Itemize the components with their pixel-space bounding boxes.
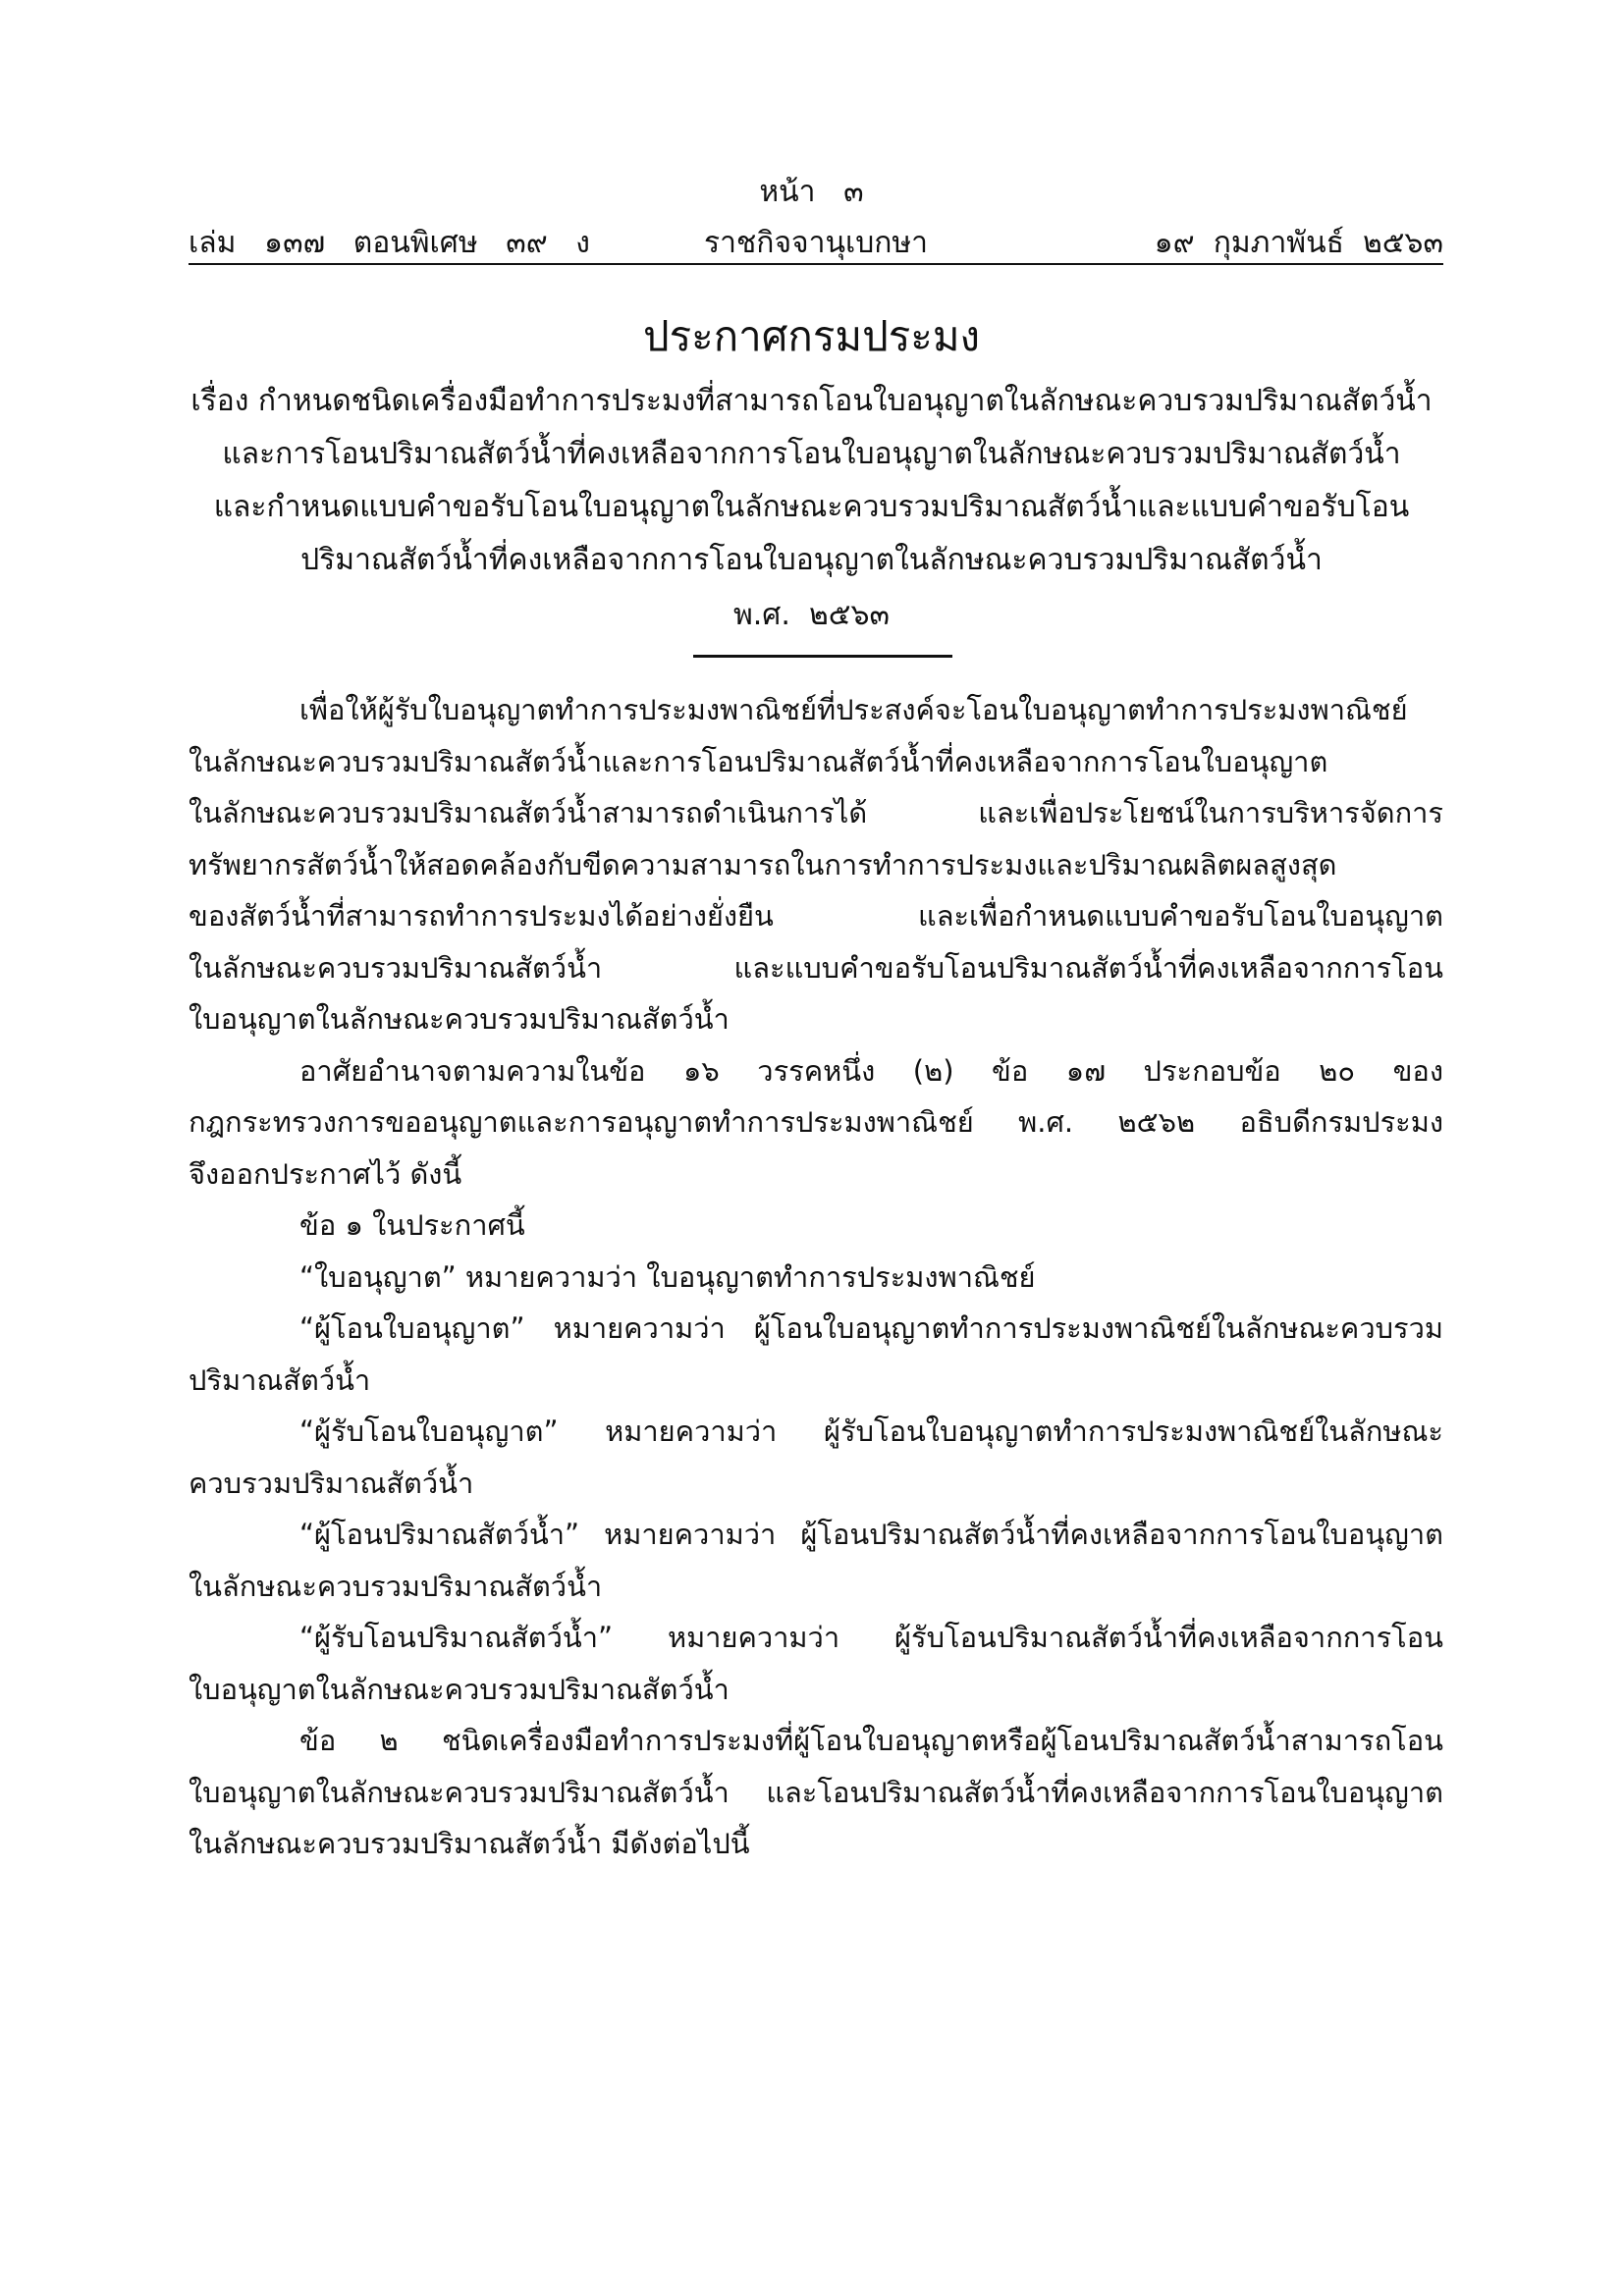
body-line: ทรัพยากรสัตว์น้ำให้สอดคล้องกับขีดความสามารถในการทำการประมงและปริมาณผลิตผลสูงสุด <box>189 847 1337 881</box>
header-divider <box>189 263 1443 265</box>
definition-line: “ใบอนุญาต” หมายความว่า ใบอนุญาตทำการประมงพาณิชย์ <box>299 1259 1036 1294</box>
title-divider <box>693 655 952 658</box>
subject-line: และกำหนดแบบคำขอรับโอนใบอนุญาตในลักษณะควบรวมปริมาณสัตว์น้ำและแบบคำขอรับโอน <box>213 490 1410 524</box>
body-line: ในลักษณะควบรวมปริมาณสัตว์น้ำและการโอนปริมาณสัตว์น้ำที่คงเหลือจากการโอนใบอนุญาต <box>189 744 1328 778</box>
announcement-subject <box>177 375 1446 587</box>
gazette-name: ราชกิจจานุเบกษา <box>703 226 929 260</box>
body-line: ของสัตว์น้ำที่สามารถทำการประมงได้อย่างยั่งยืน และเพื่อกำหนดแบบคำขอรับโอนใบอนุญาต <box>189 899 1443 933</box>
publication-date: ๑๙ กุมภาพันธ์ ๒๕๖๓ <box>1154 226 1443 260</box>
definition-line: “ผู้รับโอนปริมาณสัตว์น้ำ” หมายความว่า ผู้รับโอนปริมาณสัตว์น้ำที่คงเหลือจากการโอน <box>299 1621 1443 1654</box>
announcement-body <box>189 684 1443 1870</box>
definition-line: “ผู้โอนปริมาณสัตว์น้ำ” หมายความว่า ผู้โอนปริมาณสัตว์น้ำที่คงเหลือจากการโอนใบอนุญาต <box>299 1518 1443 1551</box>
definition-line: “ผู้รับโอนใบอนุญาต” หมายความว่า ผู้รับโอนใบอนุญาตทำการประมงพาณิชย์ในลักษณะ <box>299 1415 1443 1448</box>
page-number: หน้า ๓ <box>759 175 864 209</box>
definition-line: ปริมาณสัตว์น้ำ <box>189 1362 371 1397</box>
clause-line: ใบอนุญาตในลักษณะควบรวมปริมาณสัตว์น้ำ และโอนปริมาณสัตว์น้ำที่คงเหลือจากการโอนใบอนุญาต <box>189 1775 1443 1809</box>
announcement-year: พ.ศ. ๒๕๖๓ <box>733 598 890 632</box>
gazette-header <box>189 220 1443 259</box>
subject-line: และการโอนปริมาณสัตว์น้ำที่คงเหลือจากการโอนใบอนุญาตในลักษณะควบรวมปริมาณสัตว์น้ำ <box>222 437 1401 471</box>
body-line: ในลักษณะควบรวมปริมาณสัตว์น้ำ และแบบคำขอรับโอนปริมาณสัตว์น้ำที่คงเหลือจากการโอน <box>189 950 1443 985</box>
body-line: ใบอนุญาตในลักษณะควบรวมปริมาณสัตว์น้ำ <box>189 1002 730 1036</box>
definition-line: ควบรวมปริมาณสัตว์น้ำ <box>189 1466 474 1500</box>
body-line: เพื่อให้ผู้รับใบอนุญาตทำการประมงพาณิชย์ที่ประสงค์จะโอนใบอนุญาตทำการประมงพาณิชย์ <box>299 693 1408 726</box>
body-line: จึงออกประกาศไว้ ดังนี้ <box>189 1156 462 1191</box>
definition-line: “ผู้โอนใบอนุญาต” หมายความว่า ผู้โอนใบอนุญาตทำการประมงพาณิชย์ในลักษณะควบรวม <box>299 1311 1443 1345</box>
volume-info: เล่ม ๑๓๗ ตอนพิเศษ ๓๙ ง <box>189 226 590 260</box>
body-line: ในลักษณะควบรวมปริมาณสัตว์น้ำสามารถดำเนินการได้ และเพื่อประโยชน์ในการบริหารจัดการ <box>189 796 1443 829</box>
definition-line: ใบอนุญาตในลักษณะควบรวมปริมาณสัตว์น้ำ <box>189 1672 730 1706</box>
announcement-title: ประกาศกรมประมง <box>642 312 981 360</box>
body-line: อาศัยอำนาจตามความในข้อ ๑๖ วรรคหนึ่ง (๒) ข้อ ๑๗ ประกอบข้อ ๒๐ ของ <box>299 1053 1443 1088</box>
definition-line: ในลักษณะควบรวมปริมาณสัตว์น้ำ <box>189 1569 603 1603</box>
subject-line: เรื่อง กำหนดชนิดเครื่องมือทำการประมงที่สามารถโอนใบอนุญาตในลักษณะควบรวมปริมาณสัตว์น้ำ <box>190 384 1433 418</box>
subject-line: ปริมาณสัตว์น้ำที่คงเหลือจากการโอนใบอนุญาตในลักษณะควบรวมปริมาณสัตว์น้ำ <box>300 543 1323 577</box>
body-line: กฎกระทรวงการขออนุญาตและการอนุญาตทำการประมงพาณิชย์ พ.ศ. ๒๕๖๒ อธิบดีกรมประมง <box>189 1105 1443 1139</box>
clause-line: ข้อ ๒ ชนิดเครื่องมือทำการประมงที่ผู้โอนใบอนุญาตหรือผู้โอนปริมาณสัตว์น้ำสามารถโอน <box>299 1724 1443 1757</box>
clause-line: ในลักษณะควบรวมปริมาณสัตว์น้ำ มีดังต่อไปนี้ <box>189 1827 750 1860</box>
clause-heading: ข้อ ๑ ในประกาศนี้ <box>299 1208 525 1242</box>
